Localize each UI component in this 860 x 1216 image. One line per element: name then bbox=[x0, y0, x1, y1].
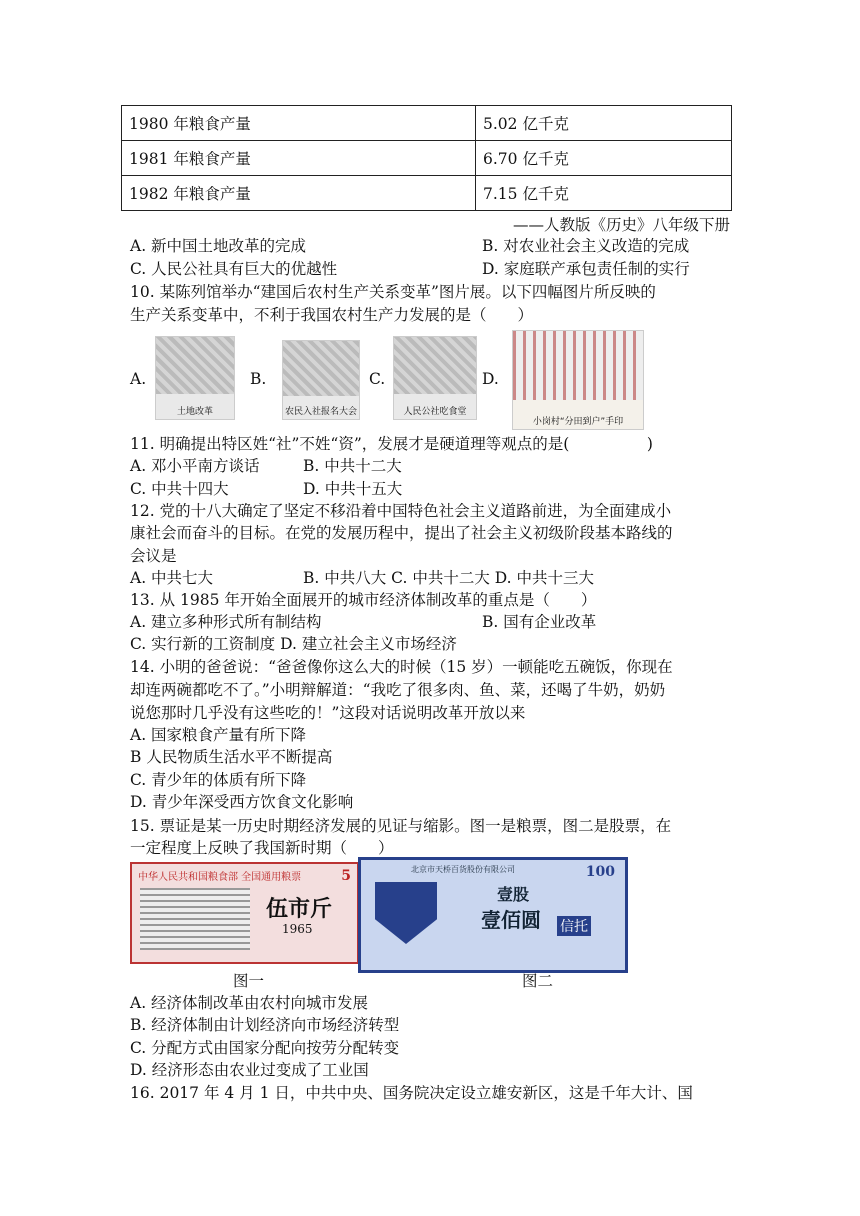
table-row bbox=[122, 176, 732, 211]
option-c: C. 中共十四大 bbox=[130, 480, 229, 498]
certificate-number: 100 bbox=[585, 864, 615, 880]
figure-2-caption: 图二 bbox=[522, 972, 554, 990]
table-row bbox=[122, 141, 732, 176]
dam-illustration bbox=[140, 888, 250, 950]
table-cell: 6.70 亿千克 bbox=[476, 141, 732, 176]
option-d: D. 家庭联产承包责任制的实行 bbox=[482, 260, 690, 278]
option-a: A. 国家粮食产量有所下降 bbox=[130, 726, 307, 744]
option-b: B 人民物质生活水平不断提高 bbox=[130, 748, 333, 766]
photo-caption: 小岗村“分田到户”手印 bbox=[532, 417, 624, 427]
option-a: A. 建立多种形式所有制结构 bbox=[130, 613, 322, 631]
option-a: A. bbox=[130, 370, 147, 388]
q9-options-row2 bbox=[130, 258, 690, 280]
table-source: ——人教版《历史》八年级下册 bbox=[512, 216, 730, 234]
q10-stem-line2: 生产关系变革中，不利于我国农村生产力发展的是（ ） bbox=[130, 306, 534, 324]
photo-caption: 农民入社报名大会 bbox=[284, 407, 357, 417]
option-b: B. 国有企业改革 bbox=[482, 613, 597, 631]
option-a: A. 经济体制改革由农村向城市发展 bbox=[130, 994, 369, 1012]
photo-caption: 土地改革 bbox=[176, 407, 213, 417]
option-a: A. 中共七大 bbox=[130, 569, 214, 587]
option-c: C. 青少年的体质有所下降 bbox=[130, 771, 307, 789]
table-cell: 1980 年粮食产量 bbox=[122, 106, 476, 141]
q13-options-row1 bbox=[130, 611, 597, 633]
ticket-denomination: 伍市斤 bbox=[266, 896, 333, 922]
option-b: B. 对农业社会主义改造的完成 bbox=[482, 237, 690, 255]
option-b: B. 经济体制由计划经济向市场经济转型 bbox=[130, 1016, 400, 1034]
q13-options-row2: C. 实行新的工资制度 D. 建立社会主义市场经济 bbox=[130, 635, 457, 653]
table-cell: 7.15 亿千克 bbox=[476, 176, 732, 211]
table-cell: 1981 年粮食产量 bbox=[122, 141, 476, 176]
stock-certificate-image bbox=[358, 857, 628, 973]
certificate-stamp: 信托 bbox=[557, 916, 591, 936]
q15-stem-line1: 15. 票证是某一历史时期经济发展的见证与缩影。图一是粮票，图二是股票，在 bbox=[130, 817, 672, 835]
ticket-header: 中华人民共和国粮食部 全国通用粮票 bbox=[138, 872, 302, 883]
figure-1-caption: 图一 bbox=[233, 972, 265, 990]
q9-options-row1 bbox=[130, 235, 690, 257]
cooperative-photo bbox=[282, 340, 360, 420]
xiaogang-fingerprint-photo bbox=[512, 330, 644, 430]
option-d: D. 青少年深受西方饮食文化影响 bbox=[130, 793, 354, 811]
table-cell: 5.02 亿千克 bbox=[476, 106, 732, 141]
q16-stem: 16. 2017 年 4 月 1 日，中共中央、国务院决定设立雄安新区，这是千年大计、国 bbox=[130, 1084, 693, 1102]
q12-options bbox=[130, 567, 594, 589]
ticket-year: 1965 bbox=[282, 922, 313, 936]
certificate-amount: 壹佰圆 bbox=[481, 908, 541, 932]
table-row bbox=[122, 106, 732, 141]
option-c: C. 分配方式由国家分配向按劳分配转变 bbox=[130, 1039, 400, 1057]
q10-stem-line1: 10. 某陈列馆举办“建国后农村生产关系变革”图片展。以下四幅图片所反映的 bbox=[130, 283, 656, 301]
q12-stem-line3: 会议是 bbox=[130, 547, 177, 565]
option-d: D. 经济形态由农业过变成了工业国 bbox=[130, 1061, 369, 1079]
option-d: D. 中共十五大 bbox=[303, 480, 403, 498]
q13-stem: 13. 从 1985 年开始全面展开的城市经济体制改革的重点是（ ） bbox=[130, 591, 597, 609]
grain-output-table bbox=[121, 105, 732, 211]
certificate-issuer: 北京市天桥百货股份有限公司 bbox=[411, 865, 515, 874]
option-b: B. 中共十二大 bbox=[303, 457, 402, 475]
q12-stem-line1: 12. 党的十八大确定了坚定不移沿着中国特色社会主义道路前进，为全面建成小 bbox=[130, 502, 672, 520]
q11-options-row1 bbox=[130, 455, 402, 477]
q12-stem-line2: 康社会而奋斗的目标。在党的发展历程中，提出了社会主义初级阶段基本路线的 bbox=[130, 524, 673, 542]
option-a: A. 邓小平南方谈话 bbox=[130, 457, 260, 475]
option-b: B. bbox=[250, 370, 267, 388]
q14-stem-line3: 说您那时几乎没有这些吃的！”这段对话说明改革开放以来 bbox=[130, 704, 526, 722]
q14-stem-line2: 却连两碗都吃不了。”小明辩解道：“我吃了很多肉、鱼、菜，还喝了牛奶，奶奶 bbox=[130, 681, 666, 699]
q11-options-row2 bbox=[130, 478, 403, 500]
q14-stem-line1: 14. 小明的爸爸说：“爸爸像你这么大的时候（15 岁）一顿能吃五碗饭，你现在 bbox=[130, 658, 673, 676]
commune-canteen-photo bbox=[393, 336, 477, 420]
ticket-number: 5 bbox=[341, 868, 351, 884]
shield-logo-icon bbox=[375, 882, 437, 944]
option-bcd: B. 中共八大 C. 中共十二大 D. 中共十三大 bbox=[303, 569, 594, 587]
option-d: D. bbox=[482, 370, 499, 388]
land-reform-photo bbox=[155, 336, 235, 420]
option-a: A. 新中国土地改革的完成 bbox=[130, 237, 307, 255]
photo-caption: 人民公社吃食堂 bbox=[403, 407, 467, 417]
table-cell: 1982 年粮食产量 bbox=[122, 176, 476, 211]
q15-stem-line2: 一定程度上反映了我国新时期（ ） bbox=[130, 839, 394, 857]
option-c: C. 人民公社具有巨大的优越性 bbox=[130, 260, 338, 278]
certificate-shares: 壹股 bbox=[497, 885, 530, 904]
grain-ticket-image bbox=[130, 862, 359, 964]
q11-stem: 11. 明确提出特区姓“社”不姓“资”，发展才是硬道理等观点的是( ) bbox=[130, 435, 653, 453]
option-c: C. bbox=[369, 370, 386, 388]
